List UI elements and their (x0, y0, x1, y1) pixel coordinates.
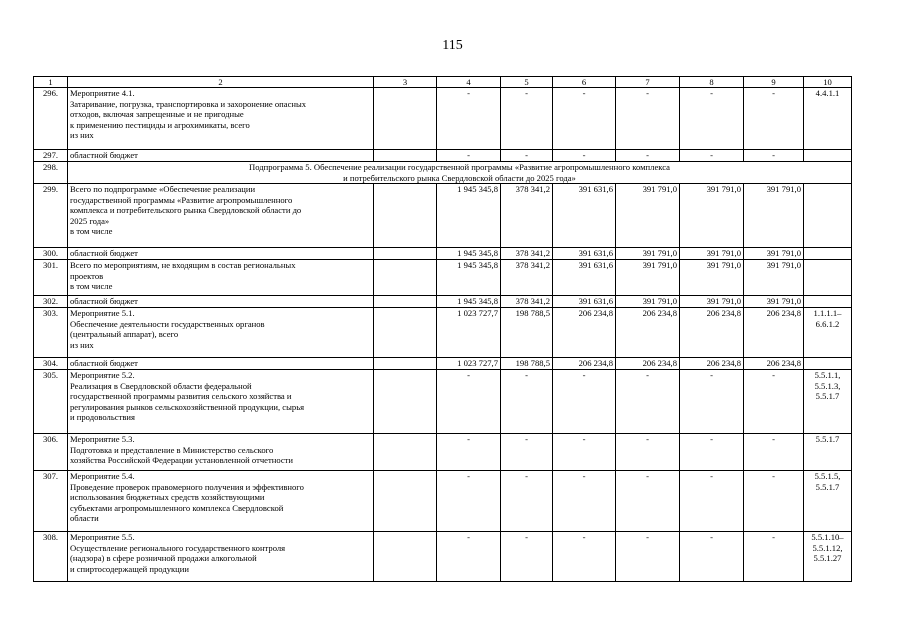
value-cell: 206 234,8 (744, 358, 804, 370)
table-row (34, 260, 852, 296)
value-cell: - (437, 434, 501, 471)
target-ref-cell (804, 532, 852, 582)
value-cell: - (680, 532, 744, 582)
table-row (34, 434, 852, 471)
value-cell: - (744, 150, 804, 162)
description-line: Обеспечение деятельности государственных органов (70, 318, 265, 329)
value-cell: 378 341,2 (501, 296, 553, 308)
subprogram-title-line: Подпрограмма 5. Обеспечение реализации государственной программы «Развитие агропромышленного комплекса (249, 162, 670, 173)
value-cell: - (501, 471, 553, 532)
value-cell: - (744, 532, 804, 582)
value-cell: 206 234,8 (616, 358, 680, 370)
value-cell: - (501, 150, 553, 162)
column-header: 4 (437, 77, 501, 88)
page-number: 115 (442, 38, 463, 53)
description-line: областной бюджет (70, 296, 138, 307)
value-cell: 391 791,0 (744, 260, 804, 296)
value-cell: - (437, 370, 501, 434)
description-line: областной бюджет (70, 150, 138, 161)
target-ref-cell (804, 471, 852, 532)
target-ref-cell (804, 248, 852, 260)
description-line: Всего по подпрограмме «Обеспечение реализации (70, 184, 256, 195)
description-line: государственной программы развития сельского хозяйства и (70, 391, 292, 402)
column-3-cell (374, 471, 437, 532)
value-cell: 391 791,0 (744, 184, 804, 248)
value-cell: 391 791,0 (680, 296, 744, 308)
target-ref-cell (804, 184, 852, 248)
row-number: 305. (34, 370, 68, 434)
description-line: Мероприятие 4.1. (70, 88, 135, 99)
table-row (34, 308, 852, 358)
value-cell: - (553, 532, 616, 582)
description-line: (надзора) в сфере розничной продажи алкогольной (70, 553, 257, 564)
row-description (68, 248, 374, 260)
value-cell: - (744, 88, 804, 150)
value-cell: 391 791,0 (680, 260, 744, 296)
column-3-cell (374, 308, 437, 358)
column-header: 8 (680, 77, 744, 88)
target-ref-line: 5.5.1.1, 5.5.1.3, (814, 370, 841, 391)
row-description (68, 260, 374, 296)
value-cell: 206 234,8 (744, 308, 804, 358)
value-cell: 378 341,2 (501, 260, 553, 296)
target-ref-cell (804, 434, 852, 471)
value-cell: 391 791,0 (680, 184, 744, 248)
value-cell: - (680, 471, 744, 532)
description-line: Реализация в Свердловской области федеральной (70, 380, 252, 391)
value-cell: 198 788,5 (501, 308, 553, 358)
value-cell: - (744, 434, 804, 471)
description-line: (центральный аппарат), всего (70, 329, 179, 340)
description-line: Мероприятие 5.1. (70, 308, 135, 319)
value-cell: - (616, 370, 680, 434)
description-line: комплекса и потребительского рынка Свердловской области до (70, 205, 302, 216)
value-cell: - (553, 370, 616, 434)
column-header: 7 (616, 77, 680, 88)
description-line: Всего по мероприятиям, не входящим в состав региональных (70, 260, 296, 271)
column-3-cell (374, 248, 437, 260)
target-ref-line: 5.5.1.27 (813, 553, 842, 564)
value-cell: 378 341,2 (501, 248, 553, 260)
description-line: Мероприятие 5.3. (70, 434, 135, 445)
description-line: Затаривание, погрузка, транспортировка и захоронение опасных (70, 98, 307, 109)
description-line: Мероприятие 5.2. (70, 370, 135, 381)
value-cell: - (680, 434, 744, 471)
value-cell: 391 791,0 (744, 248, 804, 260)
value-cell: 206 234,8 (553, 358, 616, 370)
row-number: 299. (34, 184, 68, 248)
value-cell: 206 234,8 (680, 308, 744, 358)
column-3-cell (374, 370, 437, 434)
table-row (34, 358, 852, 370)
value-cell: 391 791,0 (616, 184, 680, 248)
value-cell: - (616, 471, 680, 532)
description-line: хозяйства Российской Федерации установленной отчетности (70, 455, 294, 466)
value-cell: - (680, 150, 744, 162)
description-line: Подготовка и представление в Министерство сельского (70, 444, 274, 455)
target-ref-line: 5.5.1.10–5.5.1.12, (811, 532, 844, 553)
value-cell: - (616, 150, 680, 162)
value-cell: 1 945 345,8 (437, 296, 501, 308)
row-description (68, 150, 374, 162)
table-row (34, 471, 852, 532)
value-cell: 391 631,6 (553, 260, 616, 296)
description-line: из них (70, 130, 94, 141)
target-ref-cell (804, 150, 852, 162)
value-cell: 391 631,6 (553, 184, 616, 248)
column-3-cell (374, 358, 437, 370)
value-cell: - (553, 150, 616, 162)
value-cell: - (437, 532, 501, 582)
row-number: 297. (34, 150, 68, 162)
value-cell: 1 023 727,7 (437, 308, 501, 358)
description-line: Проведение проверок правомерного получения и эффективного (70, 481, 304, 492)
description-line: областной бюджет (70, 248, 138, 259)
row-description (68, 88, 374, 150)
description-line: Осуществление регионального государственного контроля (70, 542, 286, 553)
column-header: 10 (804, 77, 852, 88)
value-cell: - (680, 370, 744, 434)
row-number: 307. (34, 471, 68, 532)
table-row (34, 370, 852, 434)
target-ref-line: 5.5.1.5, (814, 471, 841, 482)
value-cell: 198 788,5 (501, 358, 553, 370)
row-number: 302. (34, 296, 68, 308)
table-row (34, 532, 852, 582)
row-description (68, 358, 374, 370)
value-cell: 1 945 345,8 (437, 184, 501, 248)
column-header: 6 (553, 77, 616, 88)
value-cell: - (553, 434, 616, 471)
value-cell: - (437, 88, 501, 150)
description-line: Мероприятие 5.5. (70, 532, 135, 543)
row-description (68, 434, 374, 471)
target-ref-cell (804, 260, 852, 296)
value-cell: - (616, 532, 680, 582)
row-number: 306. (34, 434, 68, 471)
value-cell: - (680, 88, 744, 150)
value-cell: - (616, 88, 680, 150)
column-header-row (34, 77, 852, 88)
value-cell: 391 791,0 (744, 296, 804, 308)
description-line: в том числе (70, 281, 113, 292)
budget-table (33, 76, 852, 582)
value-cell: - (437, 471, 501, 532)
description-line: и продовольствия (70, 412, 135, 423)
column-3-cell (374, 434, 437, 471)
description-line: в том числе (70, 226, 113, 237)
column-3-cell (374, 88, 437, 150)
description-line: и спиртосодержащей продукции (70, 563, 189, 574)
row-description (68, 184, 374, 248)
value-cell: - (501, 434, 553, 471)
value-cell: - (744, 370, 804, 434)
row-number: 301. (34, 260, 68, 296)
column-header: 2 (68, 77, 374, 88)
column-3-cell (374, 296, 437, 308)
value-cell: 391 791,0 (680, 248, 744, 260)
table-row (34, 296, 852, 308)
value-cell: - (744, 471, 804, 532)
value-cell: - (501, 88, 553, 150)
target-ref-line: 5.5.1.7 (815, 481, 840, 492)
description-line: субъектами агропромышленного комплекса Свердловской (70, 502, 284, 513)
description-line: из них (70, 339, 94, 350)
target-ref-cell (804, 88, 852, 150)
value-cell: 391 631,6 (553, 296, 616, 308)
column-3-cell (374, 260, 437, 296)
target-ref-cell (804, 358, 852, 370)
column-3-cell (374, 532, 437, 582)
value-cell: - (501, 370, 553, 434)
table-row (34, 248, 852, 260)
target-ref-line: 5.5.1.7 (815, 434, 840, 445)
description-line: Мероприятие 5.4. (70, 471, 135, 482)
row-number: 296. (34, 88, 68, 150)
value-cell: 391 791,0 (616, 260, 680, 296)
subprogram-row (34, 162, 852, 184)
table-body (34, 77, 852, 582)
description-line: государственной программы «Развитие агропромышленного (70, 194, 293, 205)
value-cell: 1 023 727,7 (437, 358, 501, 370)
target-ref-cell (804, 370, 852, 434)
target-ref-line: 1.1.1.1–6.6.1.2 (813, 308, 842, 329)
column-header: 1 (34, 77, 68, 88)
description-line: 2025 года» (70, 215, 110, 226)
value-cell: - (437, 150, 501, 162)
row-description (68, 532, 374, 582)
subprogram-title-line: и потребительского рынка Свердловской области до 2025 года» (343, 172, 576, 183)
description-line: регулирования рынков сельскохозяйственной продукции, сырья (70, 401, 305, 412)
description-line: отходов, включая запрещенные и не пригодные (70, 109, 244, 120)
row-number: 308. (34, 532, 68, 582)
subprogram-title (68, 162, 852, 184)
value-cell: - (501, 532, 553, 582)
column-header: 5 (501, 77, 553, 88)
value-cell: 206 234,8 (616, 308, 680, 358)
value-cell: 391 631,6 (553, 248, 616, 260)
row-number: 300. (34, 248, 68, 260)
value-cell: 1 945 345,8 (437, 248, 501, 260)
description-line: проектов (70, 270, 104, 281)
value-cell: - (553, 471, 616, 532)
target-ref-cell (804, 308, 852, 358)
description-line: области (70, 513, 99, 524)
column-header: 3 (374, 77, 437, 88)
column-3-cell (374, 184, 437, 248)
value-cell: - (616, 434, 680, 471)
value-cell: 206 234,8 (680, 358, 744, 370)
target-ref-cell (804, 296, 852, 308)
value-cell: 1 945 345,8 (437, 260, 501, 296)
table-row (34, 150, 852, 162)
target-ref-line: 4.4.1.1 (815, 88, 840, 99)
table-row (34, 184, 852, 248)
description-line: к применению пестициды и агрохимикаты, всего (70, 119, 250, 130)
row-number: 303. (34, 308, 68, 358)
value-cell: 391 791,0 (616, 296, 680, 308)
table-row (34, 88, 852, 150)
value-cell: - (553, 88, 616, 150)
row-number: 304. (34, 358, 68, 370)
row-description (68, 370, 374, 434)
column-3-cell (374, 150, 437, 162)
value-cell: 391 791,0 (616, 248, 680, 260)
row-description (68, 308, 374, 358)
target-ref-line: 5.5.1.7 (815, 391, 840, 402)
row-number: 298. (34, 162, 68, 184)
column-header: 9 (744, 77, 804, 88)
description-line: использования бюджетных средств хозяйствующими (70, 492, 265, 503)
value-cell: 206 234,8 (553, 308, 616, 358)
row-description (68, 296, 374, 308)
description-line: областной бюджет (70, 358, 138, 369)
row-description (68, 471, 374, 532)
value-cell: 378 341,2 (501, 184, 553, 248)
